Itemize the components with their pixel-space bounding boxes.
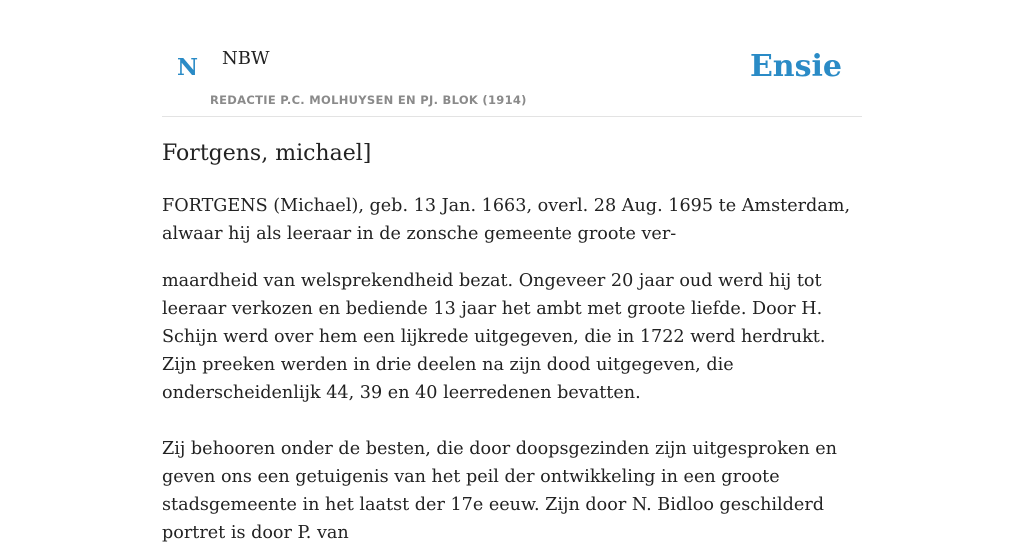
article-paragraph-3: Zij behooren onder de besten, die door doopsgezinden zijn uitgesproken en geven ons een getuigenis van het peil der ontwikkeling in een groote stadsgemeente in het laatst der 17e eeuw. Zijn door N. Bidloo geschilderd portret is door P. van <box>162 439 837 543</box>
site-header <box>162 0 862 117</box>
source-logo[interactable]: N <box>177 54 199 81</box>
source-title[interactable]: NBW <box>222 48 270 69</box>
article-title: Fortgens, michael] <box>162 141 372 166</box>
article-paragraph-2: maardheid van welsprekendheid bezat. Ongeveer 20 jaar oud werd hij tot leeraar verkozen en bediende 13 jaar het ambt met groote liefde. Door H. Schijn werd over hem een lijkrede uitgegeven, die in 1722 werd herdrukt. Zijn preeken werden in drie deelen na zijn dood uitgegeven, die onderscheidenlijk 44, 39 en 40 leerredenen bevatten. <box>162 271 826 403</box>
source-subtitle: REDACTIE P.C. MOLHUYSEN EN PJ. BLOK (1914) <box>210 93 527 107</box>
article-paragraph-1: FORTGENS (Michael), geb. 13 Jan. 1663, overl. 28 Aug. 1695 te Amsterdam, alwaar hij als leeraar in de zonsche gemeente groote ver- <box>162 196 851 244</box>
article <box>162 136 862 547</box>
brand-logo-link[interactable]: Ensie <box>749 49 842 84</box>
